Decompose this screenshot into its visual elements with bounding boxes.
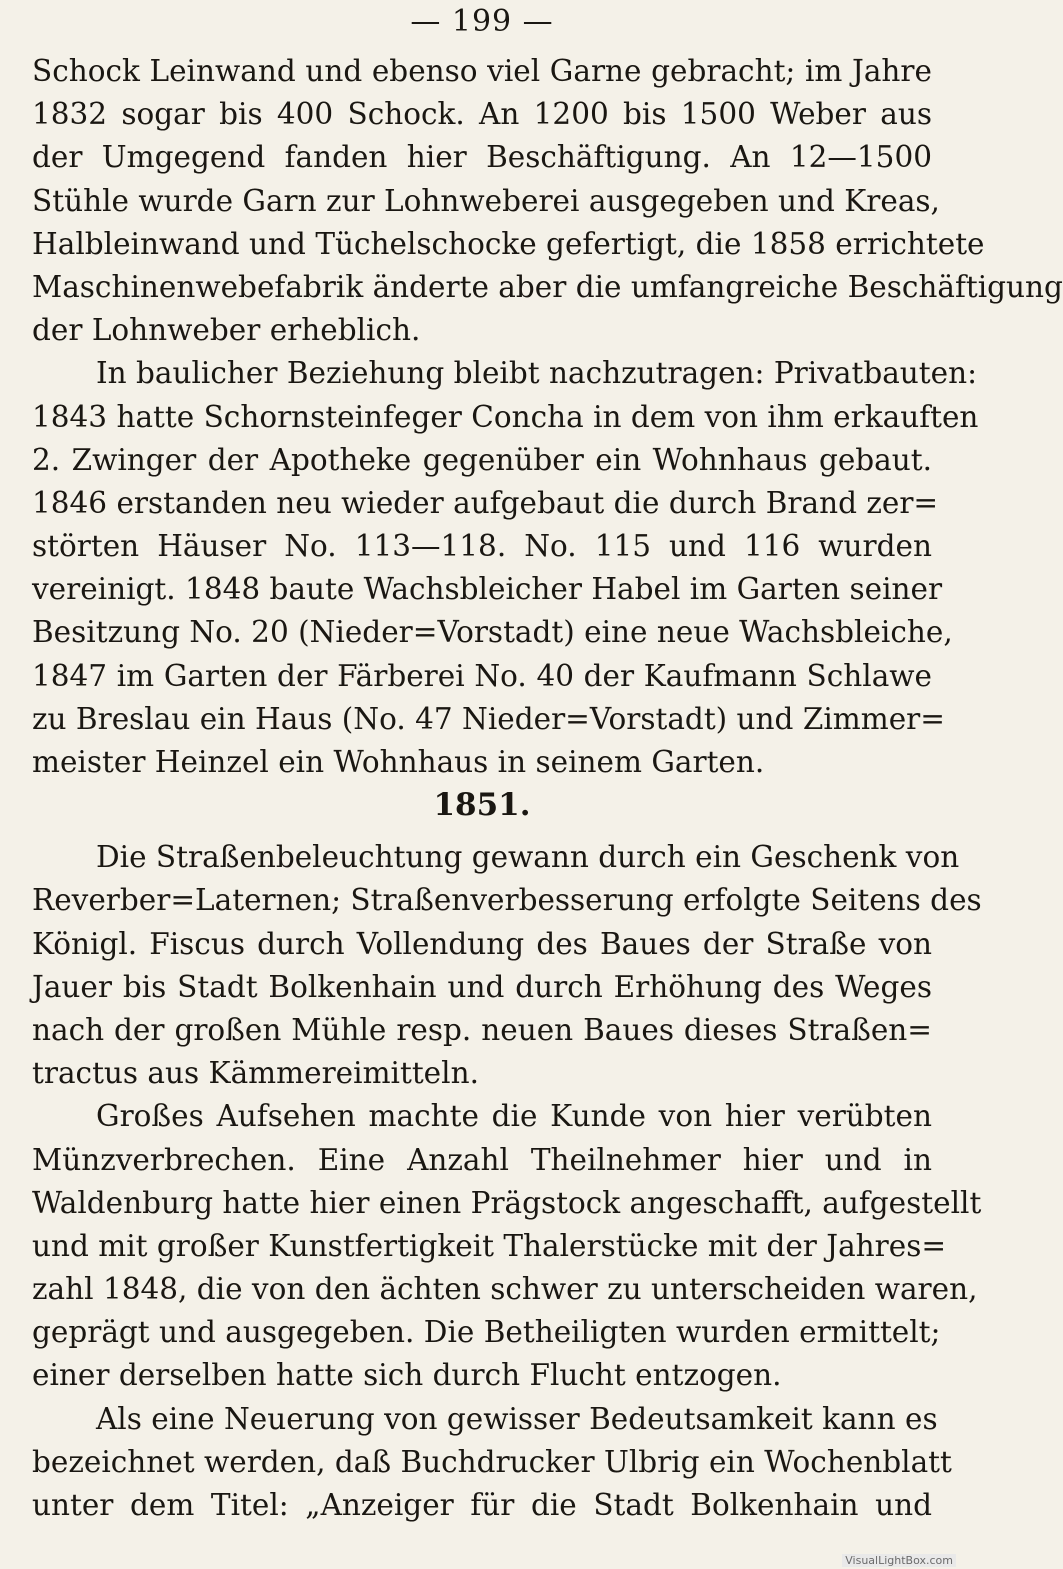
text-line: meister Heinzel ein Wohnhaus in seinem Garten. xyxy=(32,745,765,779)
text-line: 1847 im Garten der Färberei No. 40 der Kaufmann Schlawe xyxy=(32,658,932,693)
document-page xyxy=(32,0,1063,1569)
paragraph xyxy=(32,836,982,1095)
text-line: nach der großen Mühle resp. neuen Baues dieses Straßen= xyxy=(32,1012,932,1047)
text-line: der Umgegend fanden hier Beschäftigung. An 12—1500 xyxy=(32,140,932,175)
text-line: Als eine Neuerung von gewisser Bedeutsamkeit kann es xyxy=(96,1401,938,1436)
text-line: zu Breslau ein Haus (No. 47 Nieder=Vorstadt) und Zimmer= xyxy=(32,701,945,736)
paragraph xyxy=(32,352,979,784)
text-line: einer derselben hatte sich durch Flucht entzogen. xyxy=(32,1358,782,1393)
page-number: — 199 — xyxy=(410,4,554,39)
text-line: Königl. Fiscus durch Vollendung des Baues der Straße von xyxy=(32,926,932,961)
text-line: Schock Leinwand und ebenso viel Garne gebracht; im Jahre xyxy=(32,54,932,88)
paragraph xyxy=(32,1398,952,1528)
text-line: und mit großer Kunstfertigkeit Thalerstücke mit der Jahres= xyxy=(32,1228,947,1263)
text-line: störten Häuser No. 113—118. No. 115 und 116 wurden xyxy=(32,529,932,564)
text-line: 2. Zwinger der Apotheke gegenüber ein Wohnhaus gebaut. xyxy=(32,442,932,477)
paragraph xyxy=(32,50,1063,352)
text-line: tractus aus Kämmereimitteln. xyxy=(32,1056,479,1091)
text-line: Jauer bis Stadt Bolkenhain und durch Erhöhung des Weges xyxy=(32,969,932,1004)
text-line: Besitzung No. 20 (Nieder=Vorstadt) eine neue Wachsbleiche, xyxy=(32,615,953,650)
text-line: Stühle wurde Garn zur Lohnweberei ausgegeben und Kreas, xyxy=(32,183,940,218)
text-line: Reverber=Laternen; Straßenverbesserung erfolgte Seitens des xyxy=(32,883,982,918)
text-line: 1843 hatte Schornsteinfeger Concha in dem von ihm erkauften xyxy=(32,399,979,434)
text-line: In baulicher Beziehung bleibt nachzutragen: Privatbauten: xyxy=(96,356,978,391)
text-before-heading xyxy=(32,50,1063,784)
text-line: unter dem Titel: „Anzeiger für die Stadt Bolkenhain und xyxy=(32,1488,932,1522)
section-heading: 1851. xyxy=(433,787,531,824)
text-line: bezeichnet werden, daß Buchdrucker Ulbrig ein Wochenblatt xyxy=(32,1444,952,1479)
text-line: zahl 1848, die von den ächten schwer zu unterscheiden waren, xyxy=(32,1272,978,1307)
text-line: Maschinenwebefabrik änderte aber die umfangreiche Beschäftigung xyxy=(32,269,1063,304)
text-line: Großes Aufsehen machte die Kunde von hier verübten xyxy=(96,1099,932,1134)
text-line: Münzverbrechen. Eine Anzahl Theilnehmer hier und in xyxy=(32,1142,932,1177)
text-line: 1846 erstanden neu wieder aufgebaut die durch Brand zer= xyxy=(32,485,939,520)
text-line: Waldenburg hatte hier einen Prägstock angeschafft, aufgestellt xyxy=(32,1185,982,1220)
text-line: vereinigt. 1848 baute Wachsbleicher Habel im Garten seiner xyxy=(32,572,943,607)
watermark: VisualLightBox.com xyxy=(842,1554,956,1567)
text-after-heading xyxy=(32,836,982,1527)
text-line: geprägt und ausgegeben. Die Betheiligten wurden ermittelt; xyxy=(32,1315,941,1350)
text-line: 1832 sogar bis 400 Schock. An 1200 bis 1500 Weber aus xyxy=(32,97,932,132)
text-line: Halbleinwand und Tüchelschocke gefertigt, die 1858 errichtete xyxy=(32,226,985,261)
text-line: der Lohnweber erheblich. xyxy=(32,313,421,348)
text-line: Die Straßenbeleuchtung gewann durch ein Geschenk von xyxy=(96,840,960,875)
paragraph xyxy=(32,1095,982,1397)
